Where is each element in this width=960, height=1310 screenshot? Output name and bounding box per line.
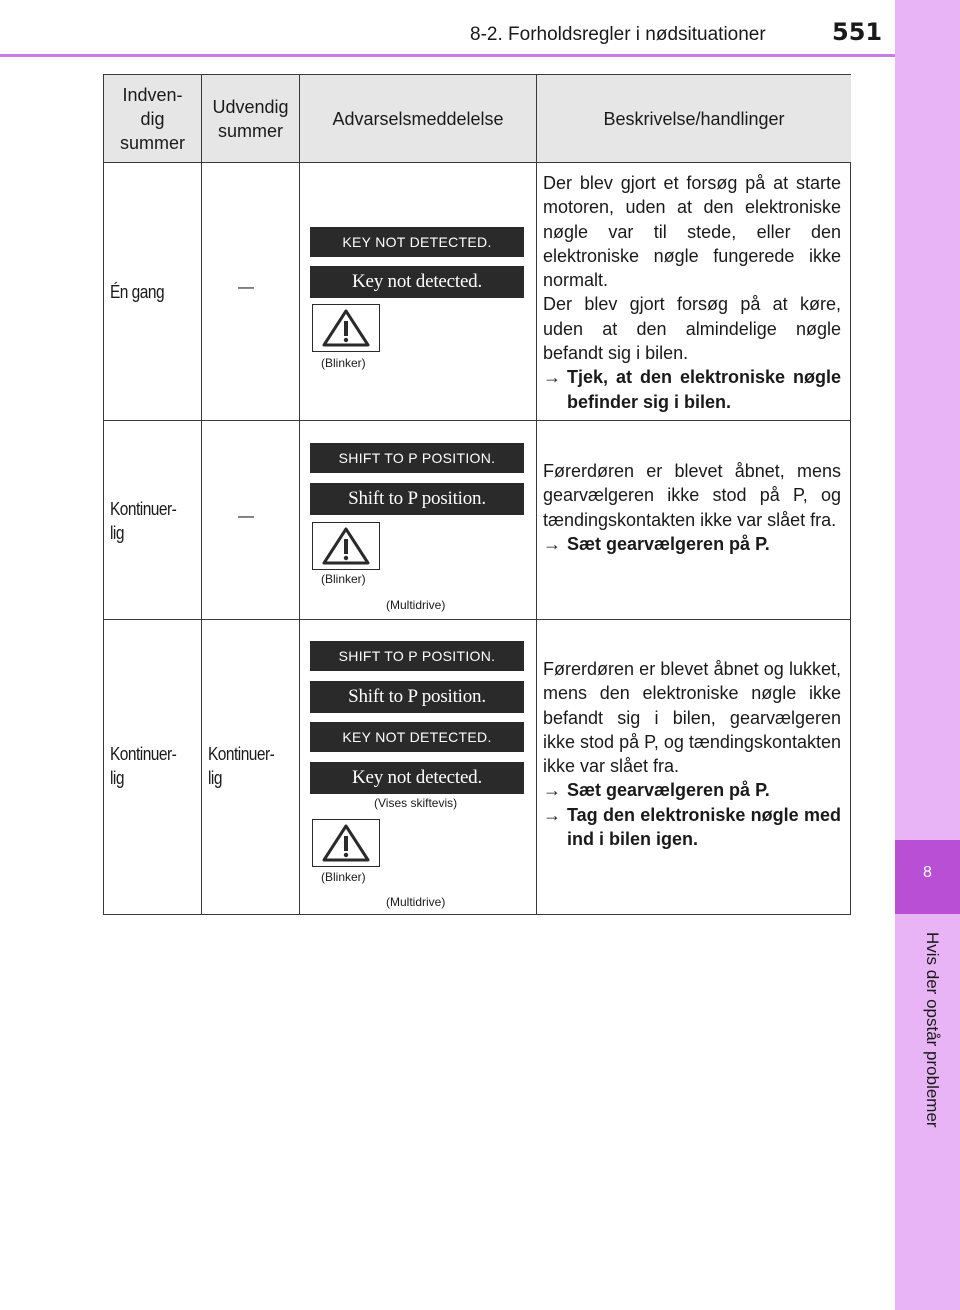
warning-triangle-icon [312, 304, 380, 352]
row3-inside-buzzer-text: Kontinuer- lig [110, 744, 177, 788]
row3-description-text [543, 657, 841, 851]
row1-inside-buzzer-text: Én gang [110, 282, 165, 302]
row1-outside-buzzer-text: — [238, 279, 254, 296]
row1-message-mixedcase: Key not detected. [310, 266, 524, 298]
arrow-right-icon: → [543, 367, 561, 388]
arrow-right-icon: → [543, 533, 561, 554]
row3-blink-note: (Blinker) [321, 870, 366, 884]
row2-message-mixedcase: Shift to P position. [310, 483, 524, 515]
arrow-right-icon: → [543, 804, 561, 825]
row2-multidrive-note: (Multidrive) [386, 598, 446, 612]
row3-message1-mixedcase: Shift to P position. [310, 681, 524, 713]
header-warning-message: Advarselsmeddelelse [300, 75, 537, 163]
row3-inside-buzzer [104, 620, 202, 915]
row2-description [537, 421, 851, 620]
row1-inside-buzzer [104, 163, 202, 421]
row2-action-1: → Sæt gearvælgeren på P. [543, 532, 841, 556]
row3-action-2: → Tag den elektroniske nøgle med ind i bilen igen. [543, 803, 841, 852]
header-inside-buzzer: Indven- dig summer [104, 75, 202, 163]
row1-desc-2: Der blev gjort forsøg på at køre, uden at den almindelige nøgle befandt sig i bilen. [543, 294, 841, 364]
row2-warning-message [300, 421, 537, 620]
page-header [0, 0, 895, 56]
chapter-number: 8 [923, 864, 932, 881]
row3-action-1: → Sæt gearvælgeren på P. [543, 778, 841, 802]
warning-triangle-icon [312, 522, 380, 570]
row2-description-text [543, 459, 841, 556]
row3-multidrive-note: (Multidrive) [386, 895, 446, 909]
row2-inside-buzzer [104, 421, 202, 620]
row1-description-text [543, 171, 841, 414]
header-description: Beskrivelse/handlinger [537, 75, 851, 163]
row1-desc-1: Der blev gjort et forsøg på at starte motoren, uden at den elektroniske nøgle var til stede, eller den elektroniske nøgle fungerede ikke normalt. [543, 173, 841, 291]
row3-outside-buzzer-text: Kontinuer- lig [208, 744, 275, 788]
row2-outside-buzzer-text: — [238, 508, 254, 525]
row1-action-1: → Tjek, at den elektroniske nøgle befinder sig i bilen. [543, 365, 841, 414]
row2-inside-buzzer-text: Kontinuer- lig [110, 499, 177, 543]
chapter-side-title: Hvis der opstår problemer [923, 932, 942, 1128]
page-number: 551 [832, 18, 883, 46]
row3-message2-mixedcase: Key not detected. [310, 762, 524, 794]
header-divider [0, 54, 895, 57]
header-outside-buzzer: Udvendig summer [202, 75, 300, 163]
row3-message2-uppercase: KEY NOT DETECTED. [310, 722, 524, 752]
row2-desc-1: Førerdøren er blevet åbnet, mens gearvælgeren ikke stod på P, og tændingskontakten ikke var slået fra. [543, 461, 841, 530]
row2-outside-buzzer [202, 421, 300, 620]
row3-desc-1: Førerdøren er blevet åbnet og lukket, mens den elektroniske nøgle ikke befandt sig i bilen, gearvælgeren ikke stod på P, og tændingskontakten ikke var slået fra. [543, 659, 841, 777]
row2-message-uppercase: SHIFT TO P POSITION. [310, 443, 524, 473]
row1-warning-message [300, 163, 537, 421]
row3-description [537, 620, 851, 915]
row3-outside-buzzer [202, 620, 300, 915]
row1-outside-buzzer [202, 163, 300, 421]
arrow-right-icon: → [543, 780, 561, 801]
row3-warning-message [300, 620, 537, 915]
warning-triangle-icon [312, 819, 380, 867]
chapter-title: 8-2. Forholdsregler i nødsituationer [470, 24, 766, 45]
row3-message1-uppercase: SHIFT TO P POSITION. [310, 641, 524, 671]
warning-message-table [103, 74, 851, 915]
row3-alternate-note: (Vises skiftevis) [374, 796, 458, 810]
row1-blink-note: (Blinker) [321, 356, 366, 370]
row2-blink-note: (Blinker) [321, 572, 366, 586]
chapter-number-box [895, 840, 960, 914]
row1-message-uppercase: KEY NOT DETECTED. [310, 227, 524, 257]
row1-description [537, 163, 851, 421]
